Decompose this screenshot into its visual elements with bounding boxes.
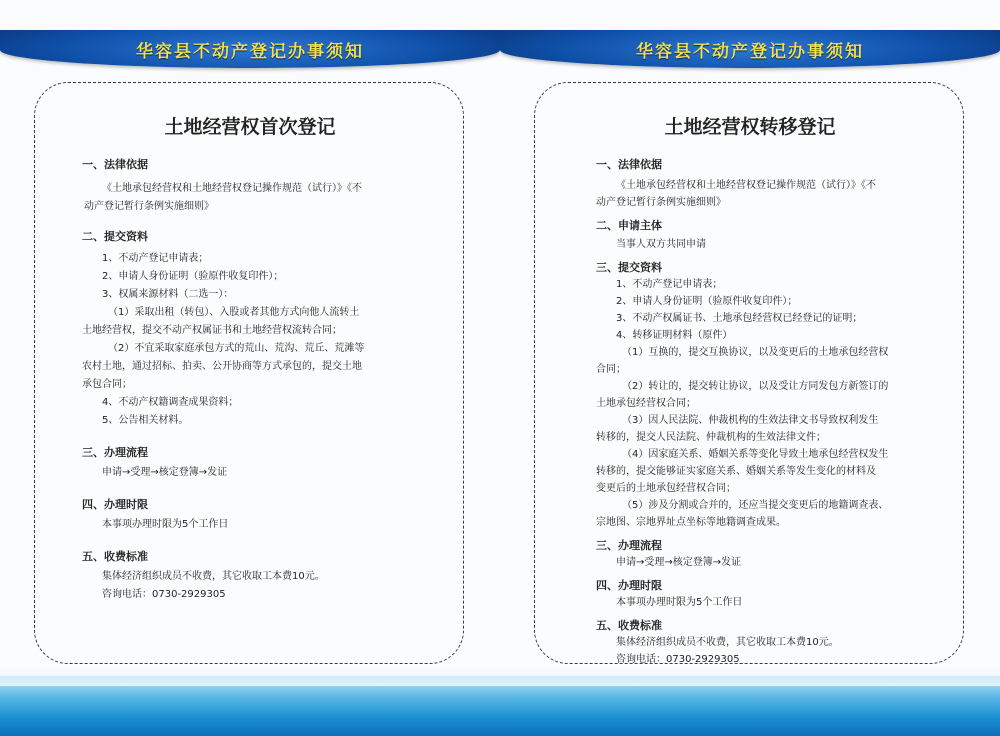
- text-line: 《土地承包经营权和土地经营权登记操作规范（试行）》《不: [102, 183, 362, 194]
- section-heading: 一、法律依据: [596, 158, 662, 171]
- section-heading: 三、提交资料: [596, 261, 662, 274]
- list-item: 转移的，提交能够证实家庭关系、婚姻关系等发生变化的材料及: [596, 466, 876, 477]
- list-item: 转移的，提交人民法院、仲裁机构的生效法律文件；: [596, 432, 826, 443]
- banner-title: 华容县不动产登记办事须知: [636, 42, 864, 62]
- text-line: 动产登记暂行条例实施细则》: [84, 201, 214, 212]
- content: [596, 156, 906, 668]
- section-heading: 五、收费标准: [82, 550, 148, 563]
- section-heading: 四、办理时限: [82, 498, 148, 511]
- list-item: （4）因家庭关系、婚姻关系等变化导致土地承包经营权发生: [622, 449, 889, 460]
- list-item: 5、公告相关材料。: [102, 415, 189, 426]
- section-heading: 二、提交资料: [82, 230, 148, 243]
- list-item: （2）转让的，提交转让协议，以及受让方同发包方新签订的: [622, 381, 889, 392]
- list-item: （1）互换的，提交互换协议，以及变更后的土地承包经营权: [622, 347, 889, 358]
- text-line: 本事项办理时限为5个工作日: [616, 597, 743, 608]
- list-item: 变更后的土地承包经营权合同；: [596, 483, 736, 494]
- content: [82, 156, 382, 604]
- list-item: 合同；: [596, 364, 626, 375]
- phone-line: 咨询电话：0730-2929305: [102, 589, 226, 600]
- list-item: 宗地图、宗地界址点坐标等地籍调查成果。: [596, 517, 786, 528]
- list-item: 农村土地，通过招标、拍卖、公开协商等方式承包的，提交土地: [82, 361, 362, 372]
- text-line: 《土地承包经营权和土地经营权登记操作规范（试行）》《不: [616, 180, 876, 191]
- header-banner: [0, 30, 500, 68]
- section-heading: 三、办理流程: [82, 446, 148, 459]
- section-heading: 三、办理流程: [596, 539, 662, 552]
- doc-title: 土地经营权首次登记: [164, 116, 336, 138]
- section-heading: 二、申请主体: [596, 219, 662, 232]
- list-item: 3、不动产权属证书、土地承包经营权已经登记的证明；: [616, 313, 863, 324]
- list-item: （2）不宜采取家庭承包方式的荒山、荒沟、荒丘、荒滩等: [108, 343, 365, 354]
- list-item: 土地承包经营权合同；: [596, 398, 696, 409]
- banner-title: 华容县不动产登记办事须知: [136, 42, 364, 62]
- list-item: 3、权属来源材料（二选一）：: [102, 289, 234, 300]
- text-line: 当事人双方共同申请: [616, 239, 706, 250]
- text-line: 申请→受理→核定登簿→发证: [616, 557, 742, 568]
- list-item: （5）涉及分割或合并的，还应当提交变更后的地籍调查表、: [622, 500, 889, 511]
- list-item: 4、不动产权籍调查成果资料；: [102, 397, 239, 408]
- text-line: 本事项办理时限为5个工作日: [102, 519, 229, 530]
- right-panel: [500, 0, 1000, 736]
- list-item: 1、不动产登记申请表；: [616, 279, 723, 290]
- text-line: 集体经济组织成员不收费，其它收取工本费10元。: [616, 637, 839, 648]
- bottom-wave: [500, 676, 1000, 736]
- section-heading: 五、收费标准: [596, 619, 662, 632]
- header-banner: [500, 30, 1000, 68]
- text-line: 动产登记暂行条例实施细则》: [596, 197, 726, 208]
- list-item: （3）因人民法院、仲裁机构的生效法律文书导致权利发生: [622, 415, 879, 426]
- text-line: 申请→受理→核定登簿→发证: [102, 467, 228, 478]
- list-item: （1）采取出租（转包）、入股或者其他方式向他人流转土: [108, 307, 360, 318]
- list-item: 2、申请人身份证明（验原件收复印件）；: [102, 271, 284, 282]
- list-item: 4、转移证明材料（原件）: [616, 330, 733, 341]
- section-heading: 一、法律依据: [82, 158, 148, 171]
- list-item: 土地经营权，提交不动产权属证书和土地经营权流转合同；: [82, 325, 342, 336]
- list-item: 2、申请人身份证明（验原件收复印件）；: [616, 296, 798, 307]
- section-heading: 四、办理时限: [596, 579, 662, 592]
- bottom-wave: [0, 676, 500, 736]
- doc-title: 土地经营权转移登记: [664, 116, 836, 138]
- list-item: 承包合同；: [82, 379, 132, 390]
- text-line: 集体经济组织成员不收费，其它收取工本费10元。: [102, 571, 325, 582]
- phone-line: 咨询电话：0730-2929305: [616, 654, 740, 665]
- list-item: 1、不动产登记申请表；: [102, 253, 209, 264]
